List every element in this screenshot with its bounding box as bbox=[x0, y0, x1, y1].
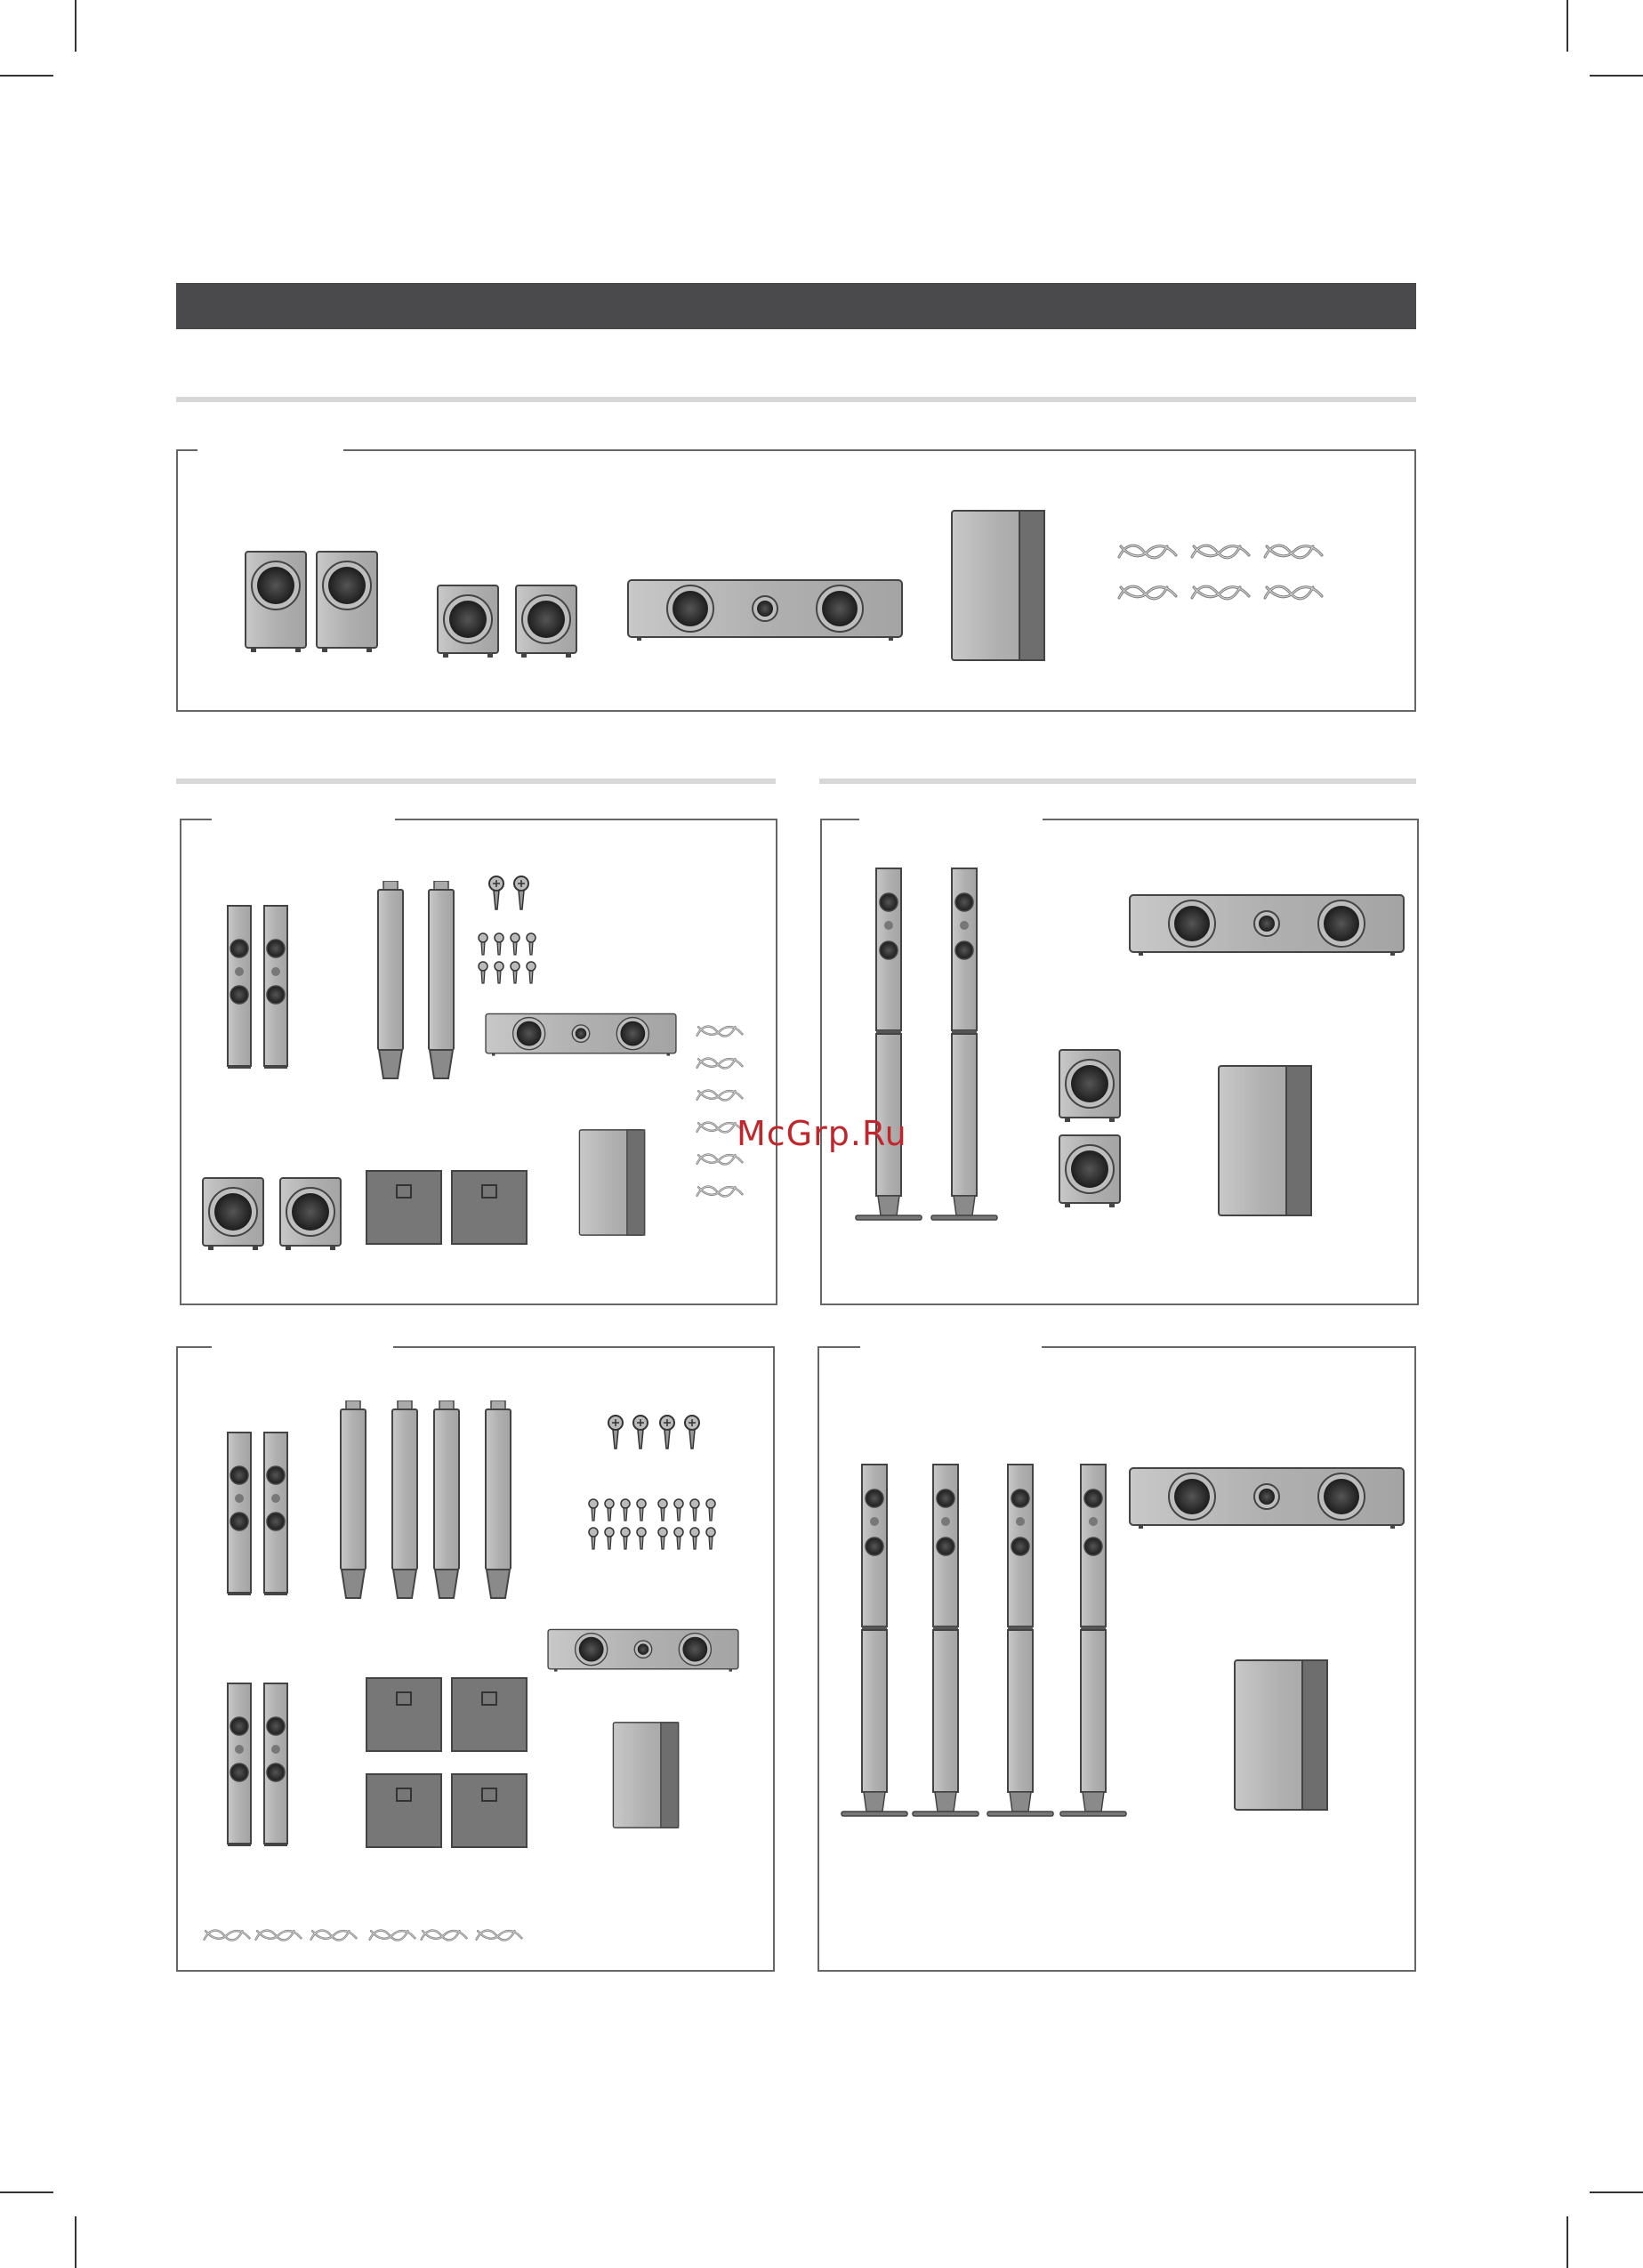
stand-pole-icon bbox=[375, 881, 406, 1082]
tower-speaker-icon bbox=[909, 1463, 980, 1819]
center-speaker-icon bbox=[1128, 893, 1405, 957]
tall-speaker-icon bbox=[226, 904, 253, 1069]
subwoofer-icon bbox=[578, 1128, 646, 1237]
screw-icon bbox=[632, 1415, 649, 1450]
tower-speaker-icon bbox=[852, 867, 923, 1223]
screw-icon bbox=[512, 876, 530, 911]
speaker-cable-icon bbox=[1263, 537, 1324, 566]
panel-tab bbox=[212, 1345, 393, 1349]
tower-speaker-icon bbox=[838, 1463, 909, 1819]
screw-icon bbox=[635, 1498, 648, 1521]
tall-speaker-icon bbox=[262, 904, 289, 1069]
section-header-bar bbox=[176, 283, 1416, 329]
tall-speaker-icon bbox=[262, 1682, 289, 1847]
watermark-text: McGrp.Ru bbox=[737, 1114, 907, 1153]
speaker-cable-icon bbox=[1190, 537, 1251, 566]
speaker-cable-icon bbox=[696, 1052, 744, 1075]
panel-tab bbox=[212, 818, 395, 821]
speaker-cable-icon bbox=[475, 1924, 523, 1947]
screw-icon bbox=[493, 932, 505, 956]
screw-icon bbox=[525, 961, 537, 984]
speaker-cable-icon bbox=[254, 1924, 302, 1947]
screw-icon bbox=[689, 1527, 701, 1550]
speaker-cable-icon bbox=[1190, 578, 1251, 607]
screw-icon bbox=[635, 1527, 648, 1550]
crop-mark-bl-v bbox=[75, 2216, 77, 2268]
crop-mark-tr-h bbox=[1590, 75, 1643, 77]
center-speaker-icon bbox=[484, 1013, 678, 1057]
tall-speaker-icon bbox=[262, 1431, 289, 1596]
small-speaker-icon bbox=[201, 1176, 265, 1251]
screw-icon bbox=[525, 932, 537, 956]
speaker-cable-icon bbox=[368, 1924, 416, 1947]
stand-base-icon bbox=[450, 1676, 528, 1753]
screw-icon bbox=[607, 1415, 624, 1450]
bookshelf-speaker-icon bbox=[244, 550, 308, 653]
speaker-cable-icon bbox=[1117, 537, 1178, 566]
speaker-cable-icon bbox=[696, 1020, 744, 1043]
panel-tab bbox=[860, 1345, 1042, 1349]
screw-icon bbox=[477, 932, 489, 956]
screw-icon bbox=[689, 1498, 701, 1521]
section-rule-top bbox=[176, 397, 1416, 402]
screw-icon bbox=[619, 1527, 632, 1550]
stand-base-icon bbox=[450, 1772, 528, 1849]
crop-mark-bl-h bbox=[0, 2191, 53, 2193]
screw-icon bbox=[705, 1498, 717, 1521]
screw-icon bbox=[509, 961, 521, 984]
stand-pole-icon bbox=[390, 1400, 420, 1602]
small-speaker-icon bbox=[278, 1176, 342, 1251]
stand-base-icon bbox=[365, 1169, 443, 1246]
screw-icon bbox=[603, 1527, 616, 1550]
screw-icon bbox=[603, 1498, 616, 1521]
speaker-cable-icon bbox=[696, 1084, 744, 1107]
tower-speaker-icon bbox=[1057, 1463, 1128, 1819]
screw-icon bbox=[509, 932, 521, 956]
speaker-cable-icon bbox=[1263, 578, 1324, 607]
section-rule-right bbox=[819, 779, 1416, 784]
section-rule-left bbox=[176, 779, 776, 784]
screw-icon bbox=[487, 876, 505, 911]
panel-tab bbox=[859, 818, 1043, 821]
small-speaker-icon bbox=[514, 584, 578, 658]
stand-pole-icon bbox=[431, 1400, 462, 1602]
center-speaker-icon bbox=[626, 578, 904, 642]
stand-pole-icon bbox=[338, 1400, 368, 1602]
speaker-cable-icon bbox=[310, 1924, 358, 1947]
crop-mark-tl-v bbox=[75, 0, 77, 52]
small-speaker-icon bbox=[436, 584, 500, 658]
screw-icon bbox=[673, 1527, 685, 1550]
speaker-cable-icon bbox=[420, 1924, 468, 1947]
screw-icon bbox=[705, 1527, 717, 1550]
subwoofer-icon bbox=[1217, 1064, 1313, 1217]
subwoofer-icon bbox=[1233, 1659, 1329, 1812]
crop-mark-tr-v bbox=[1566, 0, 1568, 52]
screw-icon bbox=[658, 1415, 676, 1450]
subwoofer-icon bbox=[612, 1721, 680, 1829]
crop-mark-tl-h bbox=[0, 75, 53, 77]
center-speaker-icon bbox=[546, 1628, 740, 1673]
screw-icon bbox=[619, 1498, 632, 1521]
stand-base-icon bbox=[365, 1676, 443, 1753]
stand-pole-icon bbox=[483, 1400, 513, 1602]
screw-icon bbox=[587, 1498, 600, 1521]
speaker-cable-icon bbox=[1117, 578, 1178, 607]
stand-base-icon bbox=[365, 1772, 443, 1849]
tall-speaker-icon bbox=[226, 1431, 253, 1596]
screw-icon bbox=[493, 961, 505, 984]
screw-icon bbox=[477, 961, 489, 984]
center-speaker-icon bbox=[1128, 1466, 1405, 1530]
small-speaker-icon bbox=[1058, 1048, 1122, 1123]
screw-icon bbox=[683, 1415, 701, 1450]
tower-speaker-icon bbox=[984, 1463, 1055, 1819]
stand-base-icon bbox=[450, 1169, 528, 1246]
small-speaker-icon bbox=[1058, 1134, 1122, 1208]
crop-mark-br-h bbox=[1590, 2191, 1643, 2193]
crop-mark-br-v bbox=[1566, 2216, 1568, 2268]
tall-speaker-icon bbox=[226, 1682, 253, 1847]
bookshelf-speaker-icon bbox=[315, 550, 379, 653]
panel-tab bbox=[197, 448, 343, 452]
speaker-cable-icon bbox=[203, 1924, 251, 1947]
stand-pole-icon bbox=[426, 881, 456, 1082]
screw-icon bbox=[656, 1498, 669, 1521]
speaker-cable-icon bbox=[696, 1180, 744, 1203]
screw-icon bbox=[587, 1527, 600, 1550]
screw-icon bbox=[673, 1498, 685, 1521]
screw-icon bbox=[656, 1527, 669, 1550]
tower-speaker-icon bbox=[928, 867, 999, 1223]
subwoofer-icon bbox=[950, 509, 1046, 662]
